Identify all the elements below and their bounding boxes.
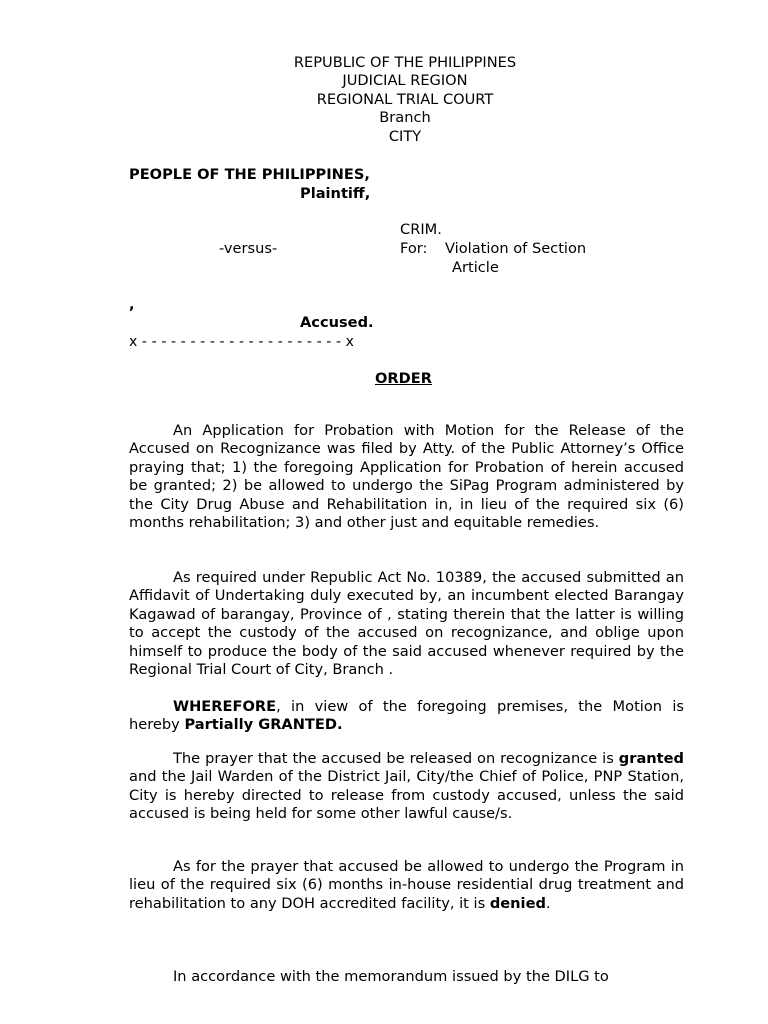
header-regional-trial-court: REGIONAL TRIAL COURT: [316, 91, 494, 108]
paragraph-program-denied: [129, 858, 684, 913]
recognizance-text-1: The prayer that the accused be released on recognizance is: [173, 750, 619, 767]
order-title: ORDER: [375, 370, 432, 387]
paragraph-recognizance: [129, 750, 684, 824]
violation-text: Violation of Section: [445, 240, 587, 257]
versus-label: -versus-: [219, 240, 278, 257]
paragraph-dilg-memorandum: In accordance with the memorandum issued by the DILG to: [173, 968, 609, 985]
header-judicial-region: JUDICIAL REGION: [342, 72, 468, 89]
partially-granted-bold: Partially GRANTED.: [184, 716, 343, 734]
program-end: .: [545, 894, 551, 912]
header-city: CITY: [388, 128, 422, 145]
crim-case-number: CRIM.: [400, 221, 442, 238]
accused-name-placeholder: ,: [129, 296, 135, 313]
paragraph-wherefore: [129, 698, 684, 735]
recognizance-text-2: and the Jail Warden of the District Jail, City/the Chief of Police, PNP Station, City is hereby directed to release from custody accused, unless the said accused is being held for some other lawful cause/s.: [129, 768, 684, 823]
accused-role: Accused.: [300, 314, 374, 331]
wherefore-text: , in view of the foregoing premises, the Motion is hereby: [129, 698, 684, 734]
program-text: As for the prayer that accused be allowed to undergo the Program in lieu of the required six (6) months in-house residential drug treatment and rehabilitation to any DOH accredited facility, it is: [129, 858, 684, 912]
header-branch: Branch: [379, 109, 431, 126]
header-republic: REPUBLIC OF THE PHILIPPINES: [293, 54, 517, 71]
plaintiff-name: PEOPLE OF THE PHILIPPINES,: [129, 166, 370, 183]
article-label: Article: [452, 259, 499, 276]
plaintiff-role: Plaintiff,: [300, 185, 371, 202]
caption-divider: x - - - - - - - - - - - - - - - - - - - - - x: [129, 334, 355, 350]
denied-bold: denied: [489, 894, 546, 912]
for-label: For:: [400, 240, 428, 257]
paragraph-application: An Application for Probation with Motion for the Release of the Accused on Recognizance was filed by Atty. of the Public Attorney’s Office praying that; 1) the foregoing Application for Probation of herein accused be granted; 2) be allowed to undergo the SiPag Program administered by the City Drug Abuse and Rehabilitation in, in lieu of the required six (6) months rehabilitation; 3) and other just and equitable remedies.: [129, 422, 684, 532]
granted-bold: granted: [618, 750, 684, 767]
paragraph-affidavit: As required under Republic Act No. 10389, the accused submitted an Affidavit of Undertaking duly executed by, an incumbent elected Barangay Kagawad of barangay, Province of , stating therein that the latter is willing to accept the custody of the accused on recognizance, and oblige upon himself to produce the body of the said accused whenever required by the Regional Trial Court of City, Branch .: [129, 569, 684, 679]
wherefore-bold: WHEREFORE: [173, 698, 277, 715]
